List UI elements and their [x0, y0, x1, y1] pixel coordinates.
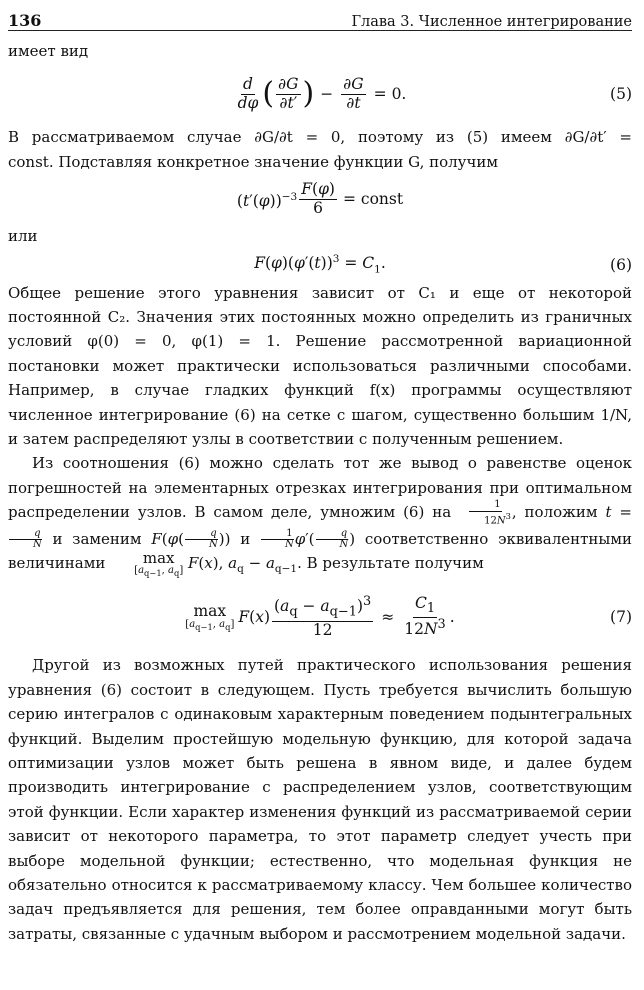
equation-6: $F(\varphi)(\varphi'(t))^3 = C_1$. (6): [254, 253, 632, 276]
paragraph-general-solution: Общее решение этого уравнения зависит от C₁ и еще от некоторой постоянной C₂. Значения этих постоянных можно определить из граничных условий φ(0) = 0, φ(1) = 1. Решение рассмотренной вариационной постановки может практически использоваться различными способами. Например, в случае гладких функций f(x) программы осуществляют численное интегрирование (6) на сетке с шагом, существенно большим 1/N, и затем распределяют узлы в соответствии с полученным решением.: [8, 283, 632, 449]
paragraph-dg-dt-line1: В рассматриваемом случае ∂G/∂t = 0, поэтому из (5) имеем ∂G/∂t′ =: [8, 128, 632, 147]
paragraph-dg-dt-line2: const. Подставляя конкретное значение функции G, получим: [8, 152, 499, 171]
equation-5: $\frac{d}{d\varphi}$ ( $\frac{\partial G}{\partial t'}$ ) − $\frac{\partial G}{\partial t}$ = 0. (5): [237, 75, 632, 112]
page-header: [8, 4, 632, 31]
eq7-number: (7): [610, 608, 632, 627]
book-page: [8, 4, 632, 946]
page-number: 136: [8, 11, 42, 30]
eq6-number: (6): [610, 255, 632, 274]
equation-7: max [$a_{q-1}$, $a_q$] F(x) $\frac{(a_q - a_{q-1})^3}{12}$ ≈ $\frac{C_1}{12N^3}$ . (7): [185, 594, 632, 639]
intro-line: имеет вид: [8, 42, 89, 60]
eq5-number: (5): [610, 85, 632, 104]
const-rhs: = const: [342, 190, 404, 209]
word-or: или: [8, 227, 38, 246]
equation-const: $(t'(\varphi))^{-3}$ $\frac{F(\varphi)}{6}$ = const: [236, 179, 404, 217]
page-body: [8, 39, 632, 946]
running-title: Глава 3. Численное интегрирование: [351, 14, 632, 30]
paragraph-error-equality: Из соотношения (6) можно сделать тот же вывод о равенстве оценок погрешностей на элементарных отрезках интегрирования при оптимальном распределении узлов. В самом деле, умножим (6) на $\frac{1}{12N^3}$ , положим t = $\frac{q}{N}$ и заменим F(φ( $\frac{q}{N}$ )) и $\frac{1}{N}$ φ′( $\frac{q}{N}$ ) соответственно эквивалентными величинами max [$a_{q-1}$, $a_q$] F(x), $a_q - a_{q-1}$. В результате получим: [8, 454, 632, 579]
paragraph-model-function: Другой из возможных путей практического использования решения уравнения (6) состоит в следующем. Пусть требуется вычислить большую серию интегралов с одинаковым характерным поведением подынтегральных функций. Выделим простейшую модельную функцию, для которой задача оптимизации узлов может быть решена в явном виде, и далее будем производить интегрирование с распределением узлов, соответствующим этой функции. Если характер изменения функций из рассматриваемой серии зависит от некоторого параметра, то этот параметр следует учесть при выборе модельной функции; естественно, что модельная функция не обязательно относится к рассматриваемому классу. Чем большее количество задач предъявляется для решения, тем более оправданными могут быть затраты, связанные с удачным выбором и рассмотрением модельной задачи.: [8, 656, 632, 943]
